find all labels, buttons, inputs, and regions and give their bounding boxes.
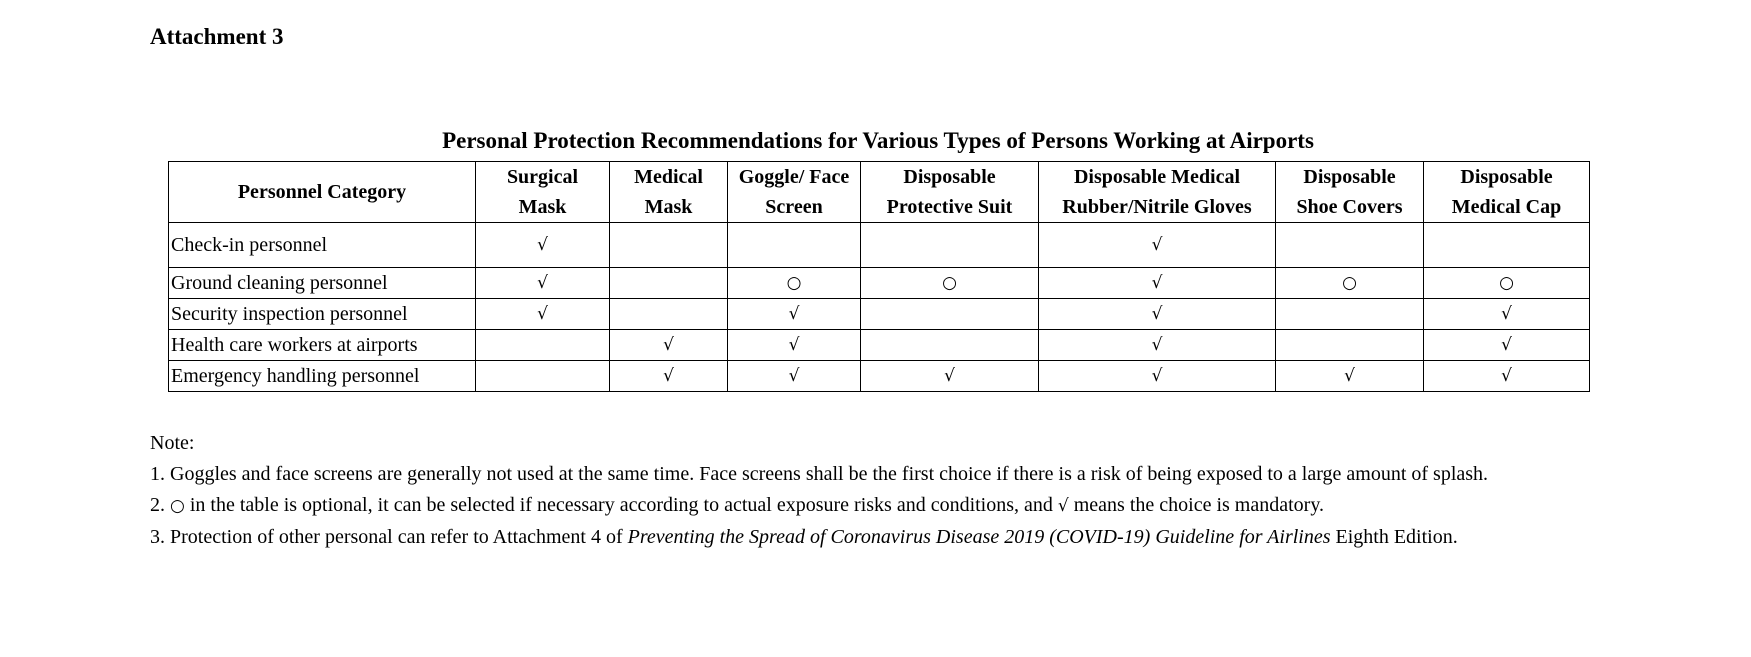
personnel-category-cell: Emergency handling personnel	[169, 361, 476, 392]
header-personnel-category	[169, 162, 476, 223]
header-line: Protective Suit	[886, 196, 1013, 218]
header-line: Disposable Medical	[1073, 166, 1241, 188]
note-2-prefix: 2.	[150, 494, 170, 516]
note-2-middle: in the table is optional, it can be selected if necessary according to actual exposure risks and conditions, and	[184, 494, 1058, 516]
mark-cell: √	[476, 299, 610, 330]
note-2-suffix: means the choice is mandatory.	[1068, 494, 1325, 516]
personnel-category-cell: Health care workers at airports	[169, 330, 476, 361]
mark-cell: √	[1039, 299, 1276, 330]
note-2	[150, 490, 1604, 522]
mandatory-symbol: √	[1057, 496, 1069, 516]
mark-cell: √	[728, 361, 861, 392]
note-3-suffix: Eighth Edition.	[1330, 526, 1458, 548]
personnel-category-cell: Check-in personnel	[169, 223, 476, 268]
header-surgical-mask	[476, 162, 610, 223]
header-line: Mask	[518, 196, 567, 218]
note-3-prefix: 3. Protection of other personal can refer to Attachment 4 of	[150, 526, 628, 548]
header-line: Screen	[765, 196, 823, 218]
mark-cell	[728, 223, 861, 268]
guideline-title: Preventing the Spread of Coronavirus Disease 2019 (COVID-19) Guideline for Airlines	[627, 526, 1331, 548]
table-row	[169, 361, 1590, 392]
mark-cell	[476, 330, 610, 361]
protection-table	[168, 161, 1590, 392]
header-line: Goggle/ Face	[738, 166, 850, 188]
mark-cell: √	[1039, 361, 1276, 392]
mark-cell: √	[1424, 330, 1590, 361]
note-heading: Note:	[150, 432, 195, 454]
header-line: Mask	[644, 196, 693, 218]
mark-cell	[1276, 299, 1424, 330]
mark-cell	[1276, 223, 1424, 268]
header-line: Disposable	[903, 166, 996, 188]
mark-cell	[861, 299, 1039, 330]
mark-cell	[610, 223, 728, 268]
header-line: Disposable	[1460, 166, 1553, 188]
table-row	[169, 223, 1590, 268]
header-line: Rubber/Nitrile Gloves	[1062, 196, 1252, 218]
mark-cell: ○	[1276, 268, 1424, 299]
mark-cell: √	[1276, 361, 1424, 392]
mark-cell: √	[476, 223, 610, 268]
mark-cell: √	[1039, 330, 1276, 361]
header-medical-mask	[610, 162, 728, 223]
mark-cell: √	[728, 330, 861, 361]
attachment-title: Attachment 3	[150, 24, 284, 49]
header-protective-suit	[861, 162, 1039, 223]
personnel-category-cell: Ground cleaning personnel	[169, 268, 476, 299]
header-goggle-face-screen	[728, 162, 861, 223]
header-line: Medical Cap	[1451, 196, 1562, 218]
mark-cell: √	[1039, 268, 1276, 299]
table-row	[169, 330, 1590, 361]
mark-cell: ○	[861, 268, 1039, 299]
mark-cell: √	[610, 361, 728, 392]
mark-cell	[610, 268, 728, 299]
mark-cell: ○	[728, 268, 861, 299]
mark-cell: ○	[1424, 268, 1590, 299]
mark-cell: √	[1424, 361, 1590, 392]
table-row	[169, 268, 1590, 299]
mark-cell	[1424, 223, 1590, 268]
notes-section	[150, 428, 1604, 553]
mark-cell: √	[728, 299, 861, 330]
mark-cell	[861, 330, 1039, 361]
header-medical-cap	[1424, 162, 1590, 223]
header-shoe-covers	[1276, 162, 1424, 223]
mark-cell: √	[610, 330, 728, 361]
header-line: Surgical	[506, 166, 579, 188]
table-row	[169, 299, 1590, 330]
note-3	[150, 522, 1604, 553]
header-line: Shoe Covers	[1296, 196, 1403, 218]
mark-cell	[610, 299, 728, 330]
note-1: 1. Goggles and face screens are generally not used at the same time. Face screens shall be the first choice if there is a risk of being exposed to a large amount of splash.	[150, 463, 1489, 485]
personnel-category-cell: Security inspection personnel	[169, 299, 476, 330]
mark-cell: √	[476, 268, 610, 299]
header-line: Personnel Category	[237, 181, 407, 203]
header-line: Disposable	[1303, 166, 1396, 188]
table-title: Personal Protection Recommendations for Various Types of Persons Working at Airports	[442, 128, 1314, 153]
mark-cell: √	[1039, 223, 1276, 268]
mark-cell	[476, 361, 610, 392]
mark-cell: √	[1424, 299, 1590, 330]
mark-cell	[861, 223, 1039, 268]
header-row	[169, 162, 1590, 223]
mark-cell	[1276, 330, 1424, 361]
header-gloves	[1039, 162, 1276, 223]
optional-symbol: ○	[170, 496, 185, 516]
header-line: Medical	[634, 166, 703, 188]
mark-cell: √	[861, 361, 1039, 392]
